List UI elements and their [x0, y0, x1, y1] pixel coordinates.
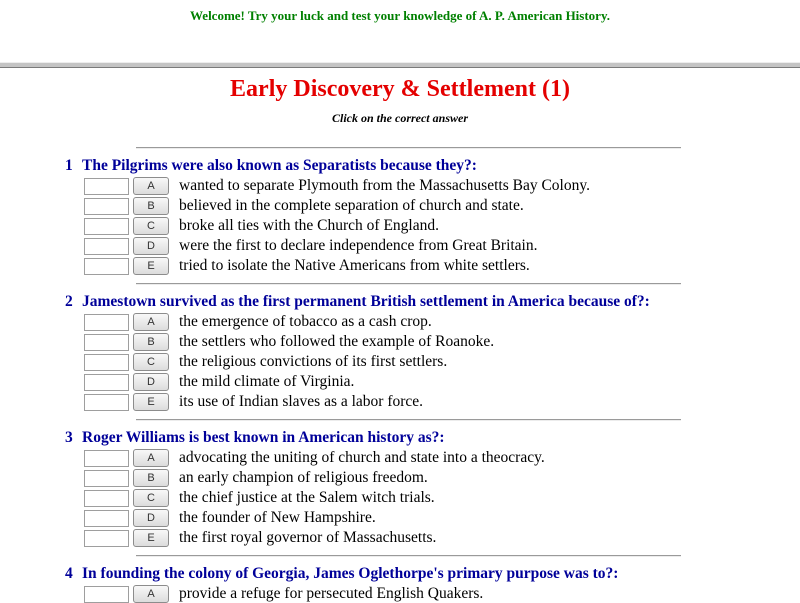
- answer-text: the founder of New Hampshire.: [179, 509, 376, 526]
- answer-result-input[interactable]: [84, 490, 129, 507]
- answer-row: [84, 509, 800, 527]
- answer-text: its use of Indian slaves as a labor force.: [179, 393, 424, 410]
- answer-row: [84, 313, 800, 331]
- question-text: In founding the colony of Georgia, James Oglethorpe's primary purpose was to?:: [82, 565, 619, 582]
- answer-text: provide a refuge for persecuted English Quakers.: [179, 585, 484, 602]
- question-text: Roger Williams is best known in American history as?:: [82, 429, 445, 446]
- frame-border-divider: [0, 62, 800, 68]
- answer-text: the chief justice at the Salem witch trials.: [179, 489, 435, 506]
- answer-result-input[interactable]: [84, 198, 129, 215]
- answer-result-input[interactable]: [84, 334, 129, 351]
- question-block: [0, 419, 800, 547]
- instruction-text: Click on the correct answer: [331, 111, 468, 125]
- answer-text: an early champion of religious freedom.: [179, 469, 428, 486]
- answer-row: [84, 237, 800, 255]
- question-line: [65, 429, 800, 447]
- question-line: [65, 157, 800, 175]
- answer-choice-button[interactable]: C: [133, 217, 169, 235]
- answer-choice-button[interactable]: B: [133, 197, 169, 215]
- answer-row: [84, 177, 800, 195]
- answer-text: broke all ties with the Church of England.: [179, 217, 439, 234]
- answer-result-input[interactable]: [84, 510, 129, 527]
- answer-row: [84, 257, 800, 275]
- section-divider: [136, 147, 681, 149]
- question-line: [65, 293, 800, 311]
- answer-result-input[interactable]: [84, 470, 129, 487]
- answer-choice-button[interactable]: D: [133, 237, 169, 255]
- answer-choice-button[interactable]: B: [133, 333, 169, 351]
- question-number: 3: [65, 429, 73, 446]
- welcome-banner-text: Welcome! Try your luck and test your knowledge of A. P. American History.: [190, 8, 610, 23]
- question-number: 4: [65, 565, 73, 582]
- page-title: Early Discovery & Settlement (1): [230, 76, 570, 102]
- question-number: 1: [65, 157, 73, 174]
- answer-result-input[interactable]: [84, 178, 129, 195]
- answers-container: [0, 585, 800, 603]
- section-divider: [136, 283, 681, 285]
- answers-container: [0, 177, 800, 275]
- answer-row: [84, 393, 800, 411]
- answer-row: [84, 469, 800, 487]
- question-line: [65, 565, 800, 583]
- answer-text: the settlers who followed the example of Roanoke.: [179, 333, 495, 350]
- answer-choice-button[interactable]: C: [133, 489, 169, 507]
- answer-row: [84, 529, 800, 547]
- answer-result-input[interactable]: [84, 354, 129, 371]
- answer-choice-button[interactable]: A: [133, 313, 169, 331]
- questions-container: [0, 147, 800, 603]
- answer-text: advocating the uniting of church and state into a theocracy.: [179, 449, 545, 466]
- answer-row: [84, 217, 800, 235]
- answer-result-input[interactable]: [84, 394, 129, 411]
- answer-choice-button[interactable]: D: [133, 373, 169, 391]
- answer-row: [84, 449, 800, 467]
- question-block: [0, 283, 800, 411]
- section-divider: [136, 419, 681, 421]
- answer-result-input[interactable]: [84, 450, 129, 467]
- section-divider: [136, 555, 681, 557]
- welcome-banner: [0, 0, 800, 62]
- answer-choice-button[interactable]: A: [133, 177, 169, 195]
- answer-result-input[interactable]: [84, 374, 129, 391]
- answers-container: [0, 449, 800, 547]
- answer-row: [84, 197, 800, 215]
- answer-choice-button[interactable]: A: [133, 449, 169, 467]
- question-text: The Pilgrims were also known as Separatists because they?:: [82, 157, 477, 174]
- quiz-frame: [0, 77, 800, 603]
- answer-result-input[interactable]: [84, 238, 129, 255]
- answer-choice-button[interactable]: B: [133, 469, 169, 487]
- answer-row: [84, 489, 800, 507]
- answer-row: [84, 333, 800, 351]
- answer-text: the mild climate of Virginia.: [179, 373, 355, 390]
- answers-container: [0, 313, 800, 411]
- answer-text: the first royal governor of Massachusetts.: [179, 529, 437, 546]
- answer-text: wanted to separate Plymouth from the Massachusetts Bay Colony.: [179, 177, 590, 194]
- answer-choice-button[interactable]: A: [133, 585, 169, 603]
- question-block: [0, 147, 800, 275]
- answer-text: tried to isolate the Native Americans from white settlers.: [179, 257, 530, 274]
- answer-choice-button[interactable]: E: [133, 529, 169, 547]
- answer-choice-button[interactable]: D: [133, 509, 169, 527]
- answer-text: were the first to declare independence from Great Britain.: [179, 237, 538, 254]
- answer-result-input[interactable]: [84, 314, 129, 331]
- answer-row: [84, 373, 800, 391]
- answer-choice-button[interactable]: E: [133, 257, 169, 275]
- answer-row: [84, 585, 800, 603]
- answer-text: the religious convictions of its first settlers.: [179, 353, 448, 370]
- answer-choice-button[interactable]: E: [133, 393, 169, 411]
- answer-choice-button[interactable]: C: [133, 353, 169, 371]
- question-number: 2: [65, 293, 73, 310]
- answer-text: believed in the complete separation of church and state.: [179, 197, 524, 214]
- answer-result-input[interactable]: [84, 218, 129, 235]
- answer-text: the emergence of tobacco as a cash crop.: [179, 313, 432, 330]
- answer-result-input[interactable]: [84, 258, 129, 275]
- answer-result-input[interactable]: [84, 530, 129, 547]
- question-block: [0, 555, 800, 603]
- answer-row: [84, 353, 800, 371]
- question-text: Jamestown survived as the first permanent British settlement in America because of?:: [82, 293, 650, 310]
